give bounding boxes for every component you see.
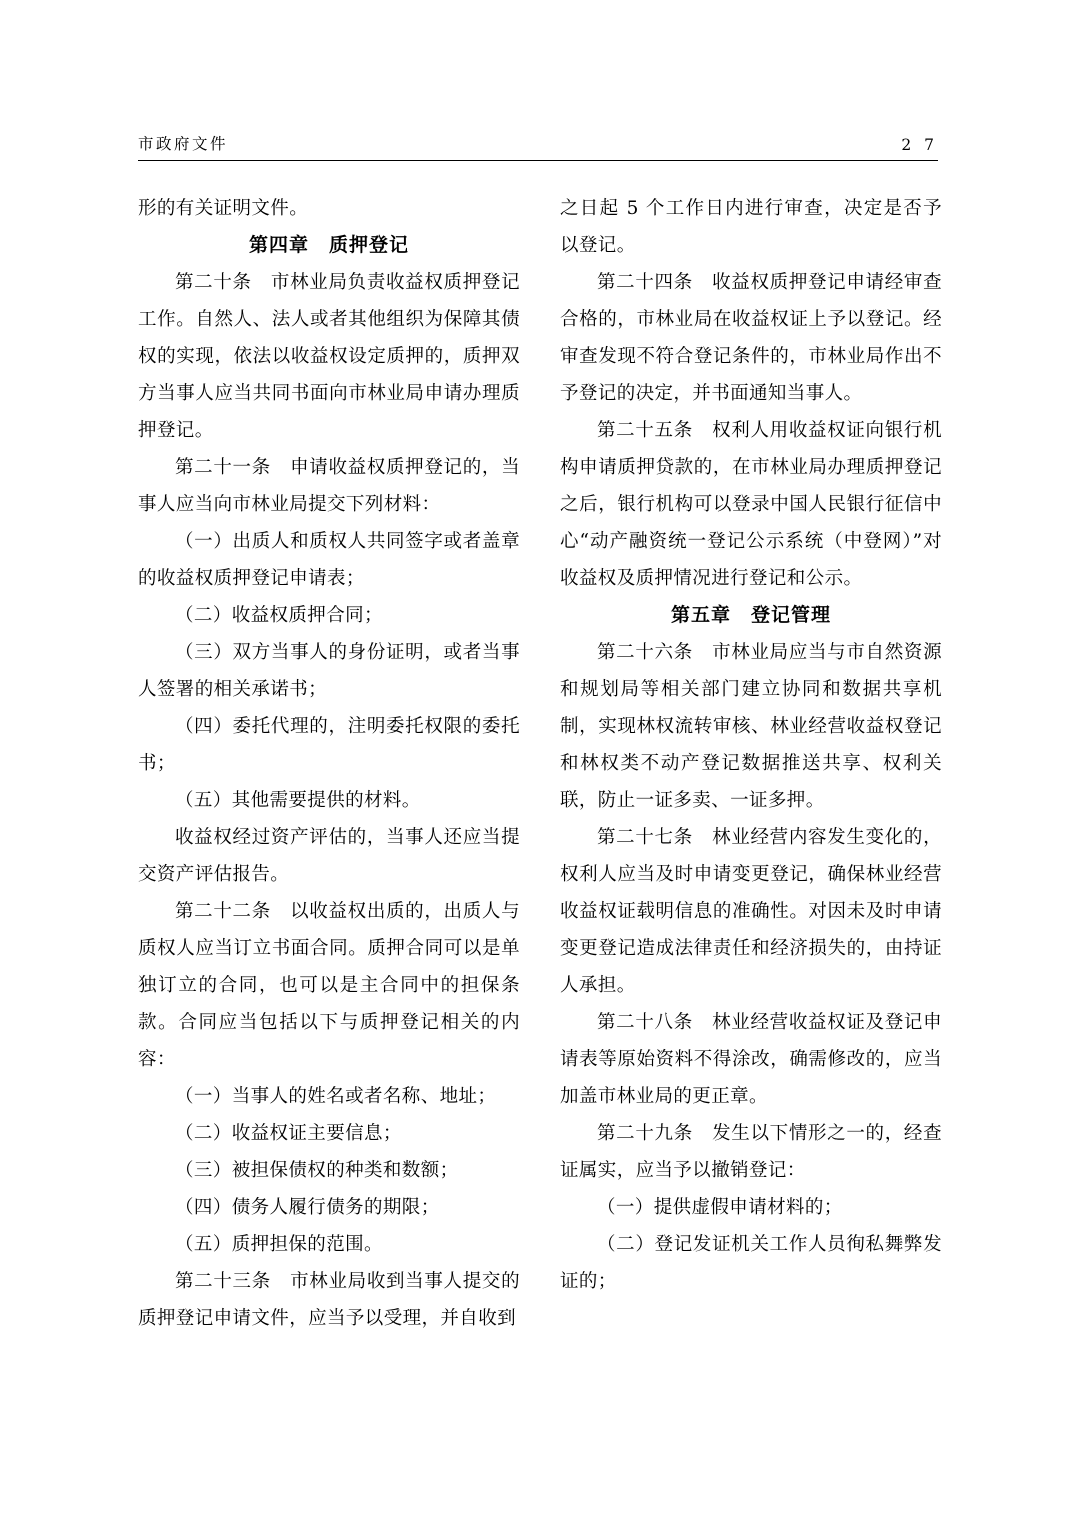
body-paragraph: 之日起 5 个工作日内进行审查，决定是否予以登记。 bbox=[560, 198, 942, 256]
chapter-heading: 第五章 登记管理 bbox=[670, 604, 831, 626]
left-column bbox=[138, 190, 520, 1337]
chapter-heading: 第四章 质押登记 bbox=[248, 234, 409, 256]
body-paragraph: 第二十七条 林业经营内容发生变化的，权利人应当及时申请变更登记，确保林业经营收益权证载明信息的准确性。对因未及时申请变更登记造成法律责任和经济损失的，由持证人承担。 bbox=[560, 827, 942, 996]
body-paragraph: （四）委托代理的，注明委托权限的委托书； bbox=[138, 716, 520, 774]
body-paragraph: （二）收益权证主要信息； bbox=[175, 1123, 402, 1144]
body-paragraph: （三）被担保债权的种类和数额； bbox=[175, 1160, 459, 1181]
body-paragraph: （一）提供虚假申请材料的； bbox=[597, 1197, 843, 1218]
body-paragraph: 形的有关证明文件。 bbox=[138, 198, 309, 219]
body-paragraph: （一）出质人和质权人共同签字或者盖章的收益权质押登记申请表； bbox=[138, 531, 520, 589]
page-header bbox=[138, 132, 938, 154]
header-divider bbox=[138, 160, 938, 161]
page-number: 2 7 bbox=[901, 136, 938, 154]
body-paragraph: 第二十一条 申请收益权质押登记的，当事人应当向市林业局提交下列材料： bbox=[138, 457, 520, 515]
body-paragraph: （五）质押担保的范围。 bbox=[175, 1234, 383, 1255]
body-paragraph: 第二十五条 权利人用收益权证向银行机构申请质押贷款的，在市林业局办理质押登记之后，银行机构可以登录中国人民银行征信中心“动产融资统一登记公示系统（中登网）”对收益权及质押情况进行登记和公示。 bbox=[560, 420, 942, 589]
body-paragraph: （二）收益权质押合同； bbox=[175, 605, 383, 626]
body-paragraph: 第二十二条 以收益权出质的，出质人与质权人应当订立书面合同。质押合同可以是单独订立的合同，也可以是主合同中的担保条款。合同应当包括以下与质押登记相关的内容： bbox=[138, 901, 520, 1070]
body-paragraph: 第二十四条 收益权质押登记申请经审查合格的，市林业局在收益权证上予以登记。经审查发现不符合登记条件的，市林业局作出不予登记的决定，并书面通知当事人。 bbox=[560, 272, 942, 404]
body-paragraph: （一）当事人的姓名或者名称、地址； bbox=[175, 1086, 497, 1107]
body-paragraph: （五）其他需要提供的材料。 bbox=[175, 790, 421, 811]
body-paragraph: （四）债务人履行债务的期限； bbox=[175, 1197, 440, 1218]
body-paragraph: 第二十九条 发生以下情形之一的，经查证属实，应当予以撤销登记： bbox=[560, 1123, 942, 1181]
body-paragraph: 第二十六条 市林业局应当与市自然资源和规划局等相关部门建立协同和数据共享机制，实现林权流转审核、林业经营收益权登记和林权类不动产登记数据推送共享、权利关联，防止一证多卖、一证多押。 bbox=[560, 642, 942, 811]
body-columns bbox=[138, 190, 942, 1337]
body-paragraph: 收益权经过资产评估的，当事人还应当提交资产评估报告。 bbox=[138, 827, 520, 885]
header-document-label: 市政府文件 bbox=[138, 135, 229, 153]
body-paragraph: 第二十八条 林业经营收益权证及登记申请表等原始资料不得涂改，确需修改的，应当加盖市林业局的更正章。 bbox=[560, 1012, 942, 1107]
body-paragraph: （二）登记发证机关工作人员徇私舞弊发证的； bbox=[560, 1234, 942, 1292]
body-paragraph: 第二十条 市林业局负责收益权质押登记工作。自然人、法人或者其他组织为保障其债权的实现，依法以收益权设定质押的，质押双方当事人应当共同书面向市林业局申请办理质押登记。 bbox=[138, 272, 520, 441]
body-paragraph: （三）双方当事人的身份证明，或者当事人签署的相关承诺书； bbox=[138, 642, 520, 700]
body-paragraph: 第二十三条 市林业局收到当事人提交的质押登记申请文件，应当予以受理，并自收到 bbox=[138, 1271, 520, 1329]
right-column bbox=[560, 190, 942, 1337]
